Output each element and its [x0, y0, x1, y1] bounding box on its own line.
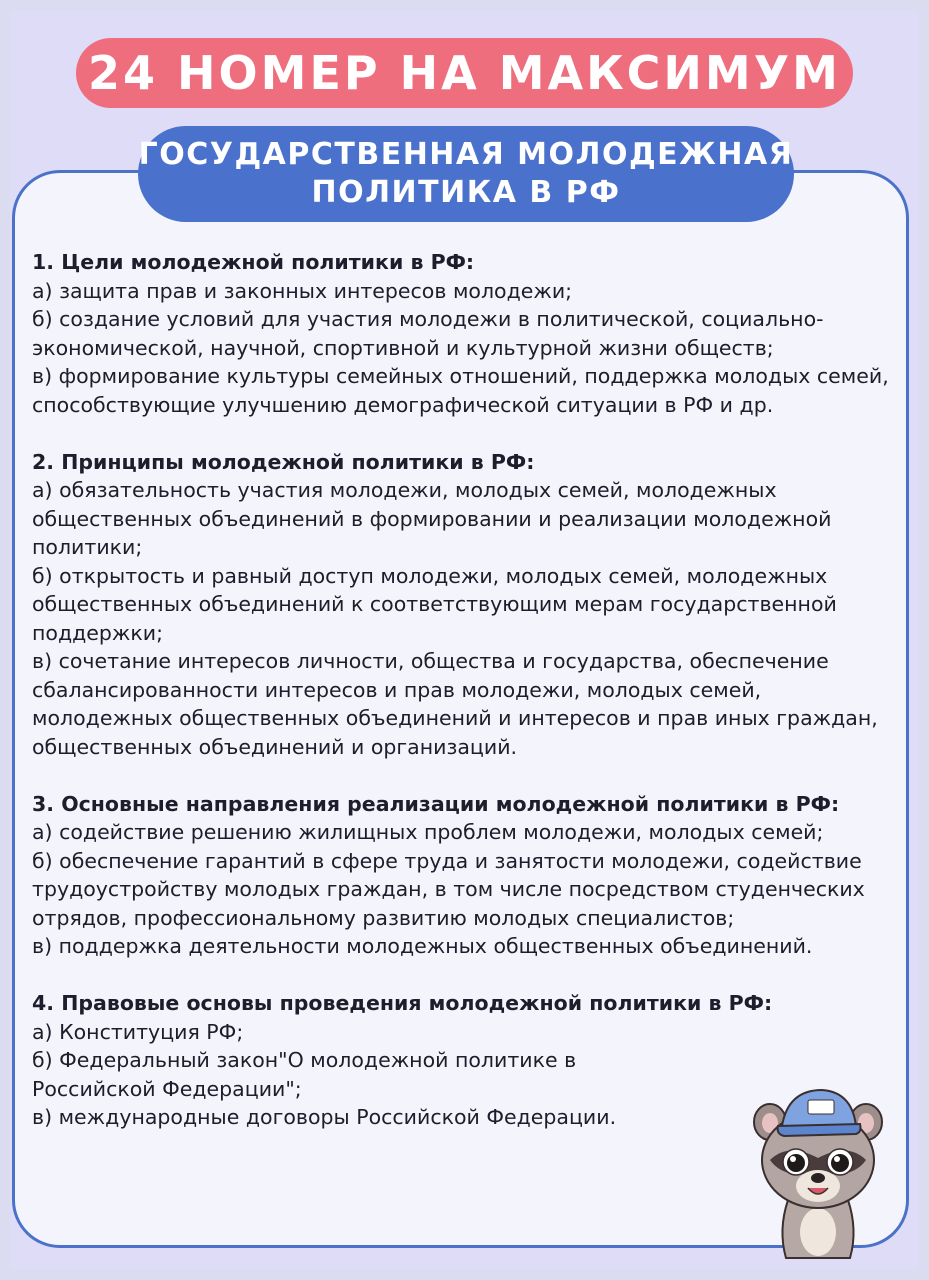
section-directions	[32, 790, 902, 961]
list-item: б) обеспечение гарантий в сфере труда и занятости молодежи, содействие трудоустройству молодых граждан, в том числе посредством студенческих отрядов, профессиональному развитию молодых специалистов;	[32, 848, 865, 930]
list-item: б) Федеральный закон"О молодежной политике в Российской Федерации";	[32, 1048, 577, 1101]
main-title-banner	[76, 38, 853, 108]
subtitle-banner	[138, 126, 794, 222]
list-item: в) поддержка деятельности молодежных общественных объединений.	[32, 934, 813, 958]
list-item: а) содействие решению жилищных проблем молодежи, молодых семей;	[32, 820, 824, 844]
list-item: а) обязательность участия молодежи, молодых семей, молодежных общественных объединений в формировании и реализации молодежной политики;	[32, 478, 832, 559]
section-principles	[32, 448, 902, 762]
content-body	[32, 248, 902, 1160]
section-title: 3. Основные направления реализации молодежной политики в РФ:	[32, 791, 840, 816]
section-title: 2. Принципы молодежной политики в РФ:	[32, 449, 535, 474]
list-item: а) защита прав и законных интересов молодежи;	[32, 278, 573, 303]
list-item: б) создание условий для участия молодежи в политической, социально-экономической, научной, спортивной и культурной жизни обществ;	[32, 307, 824, 360]
list-item: б) открытость и равный доступ молодежи, молодых семей, молодежных общественных объединений к соответствующим мерам государственной поддержки;	[32, 563, 837, 645]
subtitle-line-2: ПОЛИТИКА В РФ	[311, 175, 621, 210]
section-legal-basis	[32, 989, 773, 1132]
list-item: в) формирование культуры семейных отношений, поддержка молодых семей, способствующие улучшению демографической ситуации в РФ и др.	[32, 364, 889, 417]
raccoon-mascot-icon	[748, 1080, 888, 1260]
section-title: 4. Правовые основы проведения молодежной политики в РФ:	[32, 991, 773, 1015]
section-goals	[32, 248, 902, 419]
main-title: 24 НОМЕР НА МАКСИМУМ	[88, 46, 841, 100]
list-item: в) сочетание интересов личности, общества и государства, обеспечение сбалансированности интересов и прав молодежи, молодых семей, молодежных общественных объединений и интересов и прав иных граждан, общественных объединений и организаций.	[32, 649, 878, 759]
list-item: а) Конституция РФ;	[32, 1019, 244, 1044]
section-title: 1. Цели молодежной политики в РФ:	[32, 250, 475, 274]
list-item: в) международные договоры Российской Федерации.	[32, 1105, 617, 1129]
subtitle-line-1: ГОСУДАРСТВЕННАЯ МОЛОДЕЖНАЯ	[138, 137, 794, 172]
